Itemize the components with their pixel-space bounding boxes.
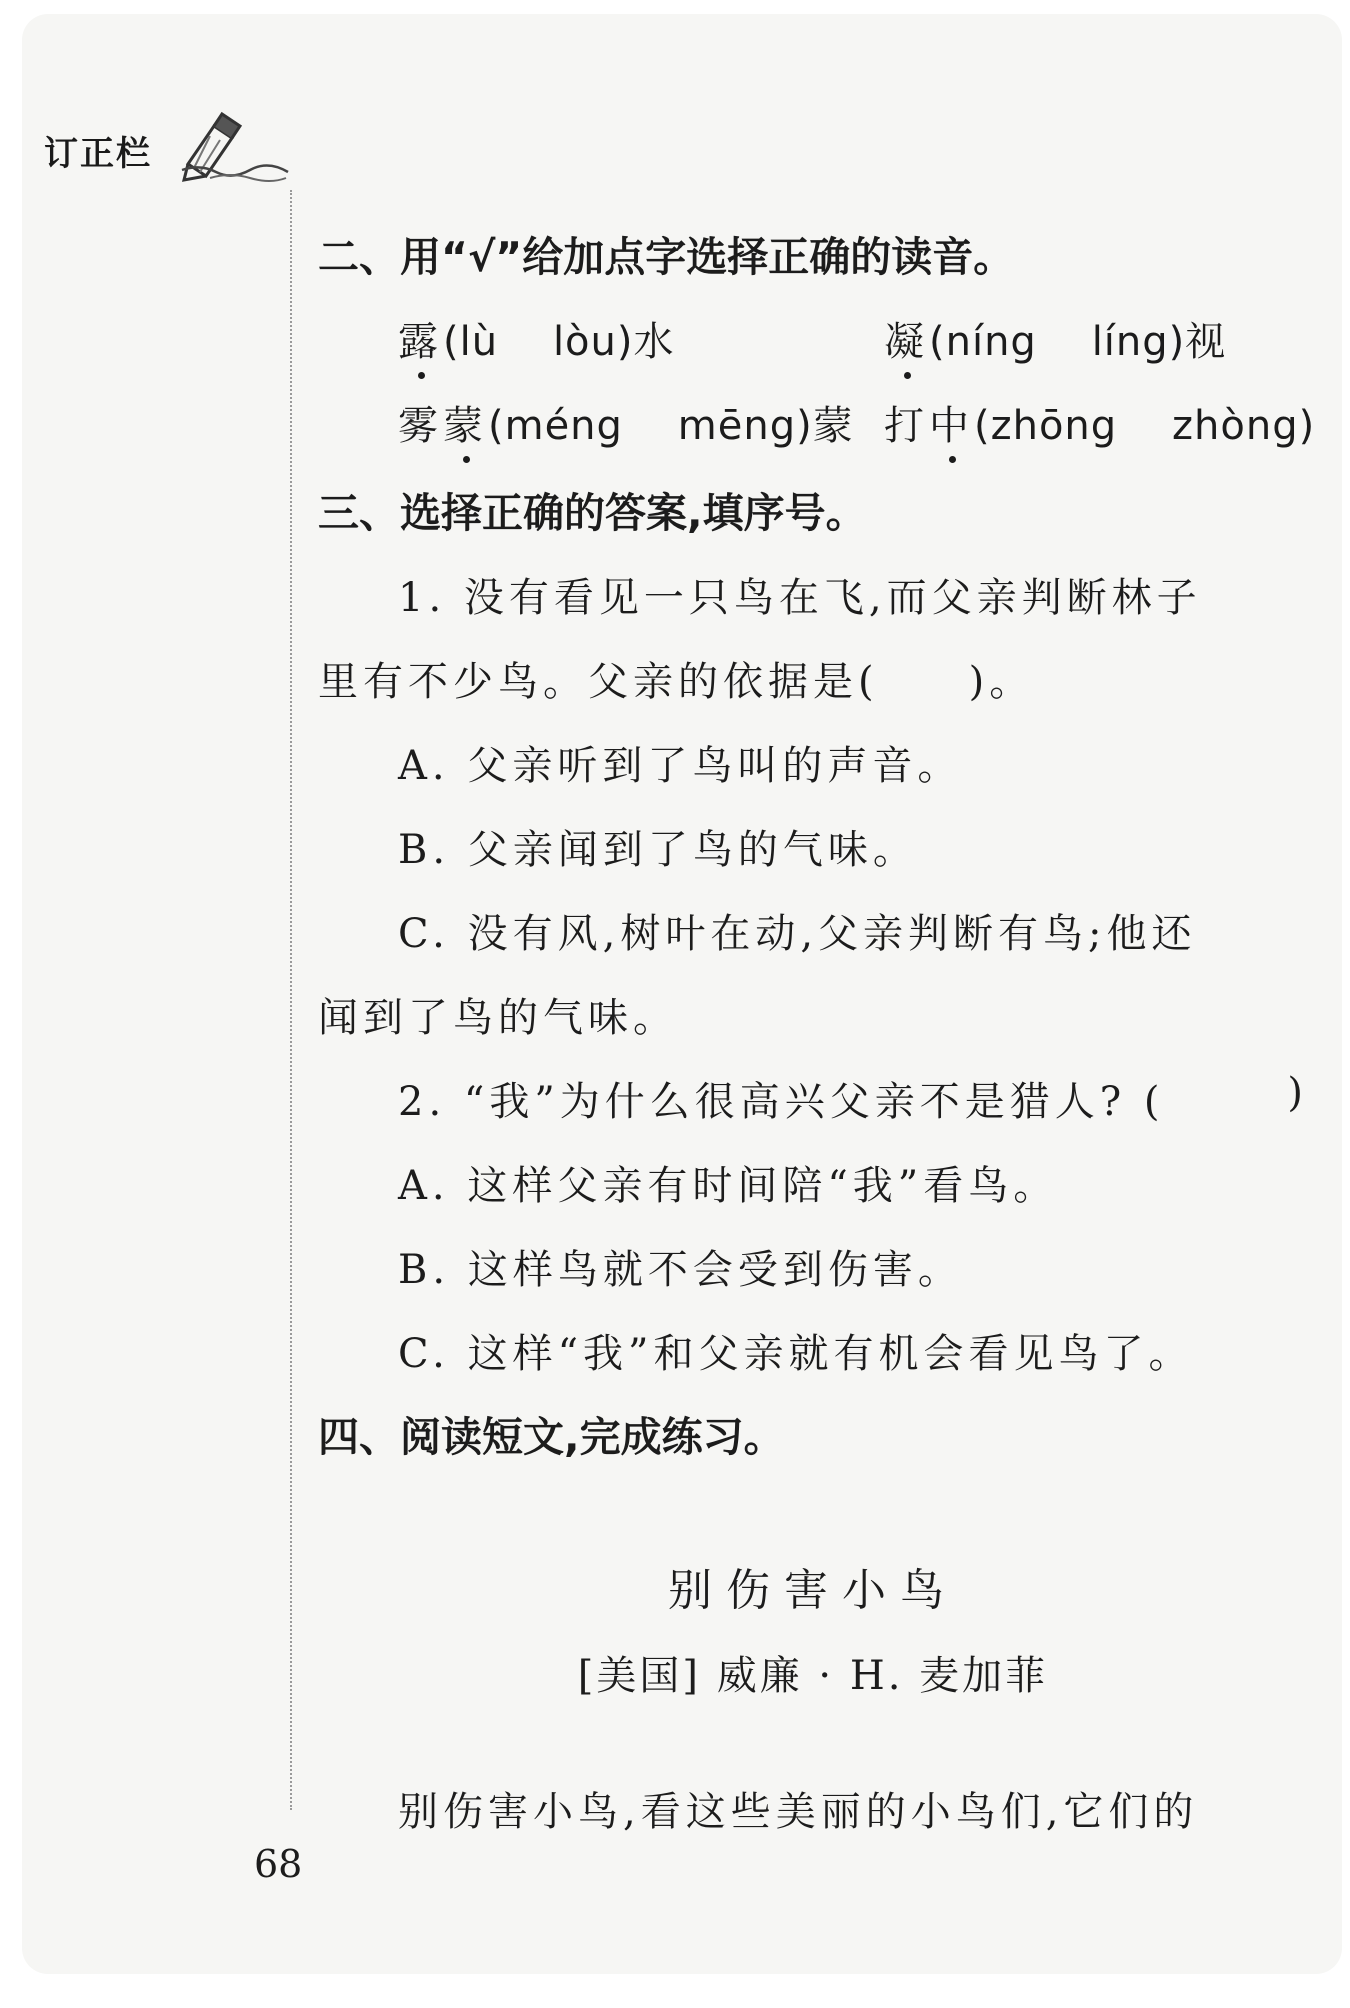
pinyin-option[interactable]: mēng	[677, 403, 797, 449]
question-1-line-2: 里有不少鸟。父亲的依据是( )。	[318, 659, 1035, 705]
margin-dotted-line	[290, 190, 292, 1810]
dotted-character: 中	[929, 403, 974, 449]
section-3-heading: 三、选择正确的答案,填序号。	[318, 489, 867, 537]
dotted-character: 露	[398, 319, 443, 365]
pinyin-option[interactable]: níng	[945, 319, 1037, 365]
passage-first-line: 别伤害小鸟,看这些美丽的小鸟们,它们的	[398, 1789, 1199, 1835]
option-1c[interactable]: C. 没有风,树叶在动,父亲判断有鸟;他还	[398, 911, 1197, 957]
dotted-character: 蒙	[443, 403, 488, 449]
option-1b[interactable]: B. 父亲闻到了鸟的气味。	[398, 827, 918, 873]
passage-author: [美国] 威廉 · H. 麦加菲	[577, 1653, 1049, 1699]
pinyin-item-1: 露(lù lòu)水	[398, 319, 679, 365]
question-2: 2. “我”为什么很高兴父亲不是猎人? ( )	[398, 1070, 1308, 1125]
worksheet-page	[22, 14, 1342, 1974]
pinyin-option[interactable]: lòu	[552, 319, 617, 365]
correction-column-label: 订正栏	[44, 134, 152, 174]
pinyin-item-2: 凝(níng líng)视	[884, 319, 1231, 365]
pinyin-option[interactable]: lù	[459, 319, 499, 365]
pinyin-option[interactable]: zhōng	[990, 403, 1118, 449]
option-1a[interactable]: A. 父亲听到了鸟叫的声音。	[398, 743, 963, 789]
option-2a[interactable]: A. 这样父亲有时间陪“我”看鸟。	[398, 1163, 1059, 1209]
option-2c[interactable]: C. 这样“我”和父亲就有机会看见鸟了。	[398, 1331, 1194, 1377]
dotted-character: 凝	[884, 319, 929, 365]
question-1-line-1: 1. 没有看见一只鸟在飞,而父亲判断林子	[398, 575, 1202, 621]
section-2-heading: 二、用“√”给加点字选择正确的读音。	[318, 233, 1015, 281]
pencil-icon	[180, 106, 290, 182]
option-1c-continued: 闻到了鸟的气味。	[318, 995, 678, 1041]
option-2b[interactable]: B. 这样鸟就不会受到伤害。	[398, 1247, 963, 1293]
passage-title: 别伤害小鸟	[668, 1565, 958, 1616]
pinyin-option[interactable]: méng	[504, 403, 623, 449]
pinyin-option[interactable]: zhòng	[1172, 403, 1299, 449]
pinyin-item-4: 打中(zhōng zhòng)	[884, 403, 1316, 449]
page-number: 68	[254, 1842, 303, 1886]
section-4-heading: 四、阅读短文,完成练习。	[318, 1413, 785, 1461]
pinyin-option[interactable]: líng	[1091, 319, 1169, 365]
pinyin-item-3: 雾蒙(méng mēng)蒙	[398, 403, 858, 449]
